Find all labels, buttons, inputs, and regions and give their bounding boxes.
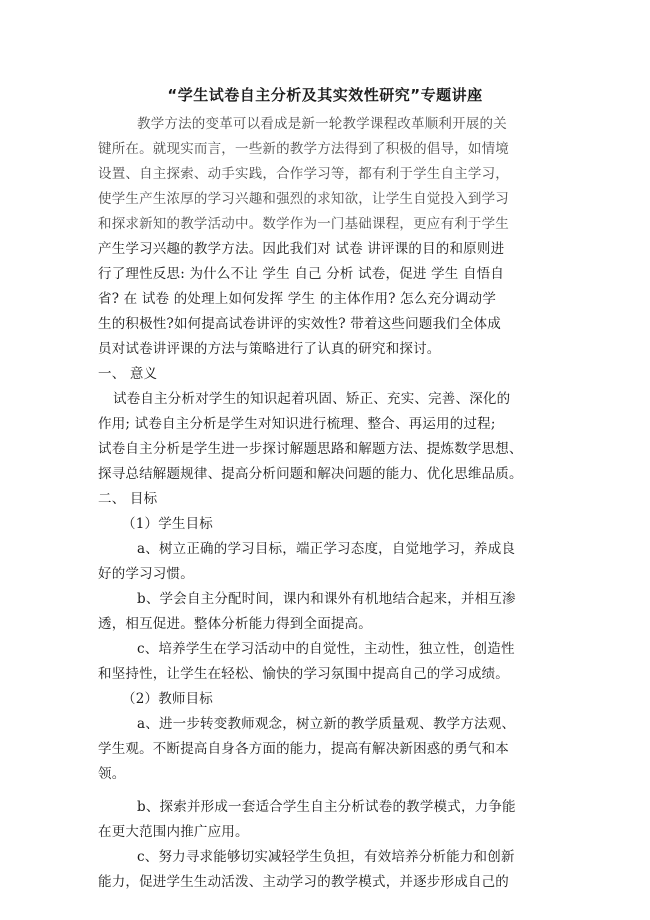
text-line: 设置、自主探索、动手实践，合作学习等，都有利于学生自主学习， [98,166,509,182]
text-line: 试卷自主分析对学生的知识起着巩固、矫正、充实、完善、深化的 [113,391,511,407]
text-line: b、探索并形成一套适合学生自主分析试卷的教学模式，力争能 [137,799,516,815]
text-line: 和坚持性，让学生在轻松、愉快的学习氛围中提高自己的学习成绩。 [98,666,509,682]
section-heading-goals: 二、 目标 [98,491,158,507]
text-line: 员对试卷讲评课的方法与策略进行了认真的研究和探讨。 [98,341,441,357]
text-line: 和探求新知的教学活动中。数学作为一门基础课程，更应有利于学生 [98,216,509,232]
text-line: a、进一步转变教师观念，树立新的教学质量观、教学方法观、 [137,716,516,732]
text-line: 生的积极性?如何提高试卷讲评的实效性? 带着这些问题我们全体成 [98,316,501,332]
text-line: 在更大范围内推广应用。 [98,824,249,840]
subsection-heading-teacher-goals: （2）教师目标 [122,691,213,707]
text-line: 产生学习兴趣的教学方法。因此我们对 试卷 讲评课的目的和原则进 [98,241,505,257]
subsection-heading-student-goals: （1）学生目标 [122,516,213,532]
text-line: 能力，促进学生生动活泼、主动学习的教学模式，并逐步形成自己的 [98,874,509,890]
text-line: 教学方法的变革可以看成是新一轮教学课程改革顺利开展的关 [137,116,507,132]
text-line: 探寻总结解题规律、提高分析问题和解决问题的能力、优化思维品质。 [98,466,523,482]
text-line: 省? 在 试卷 的处理上如何发挥 学生 的主体作用? 怎么充分调动学 [98,291,497,307]
text-line: c、努力寻求能够切实减轻学生负担，有效培养分析能力和创新 [137,849,515,865]
text-line: 键所在。就现实而言，一些新的教学方法得到了积极的倡导，如情境 [98,141,509,157]
text-line: 作用; 试卷自主分析是学生对知识进行梳理、整合、再运用的过程; [98,416,496,432]
text-line: c、培养学生在学习活动中的自觉性，主动性，独立性，创造性 [137,641,515,657]
text-line: 使学生产生浓厚的学习兴趣和强烈的求知欲，让学生自觉投入到学习 [98,191,509,207]
document-title: “学生试卷自主分析及其实效性研究”专题讲座 [167,86,483,104]
text-line: a、树立正确的学习目标，端正学习态度，自觉地学习，养成良 [137,541,516,557]
text-line: 透，相互促进。整体分析能力得到全面提高。 [98,616,372,632]
text-line: 好的学习习惯。 [98,566,194,582]
section-heading-meaning: 一、 意义 [98,366,158,382]
text-line: 学生观。不断提高自身各方面的能力，提高有解决新困惑的勇气和本 [98,741,509,757]
text-line: 领。 [98,766,126,782]
text-line: 行了理性反思: 为什么不让 学生 自己 分析 试卷，促进 学生 自悟自 [98,266,505,282]
text-line: 试卷自主分析是学生进一步探讨解题思路和解题方法、提炼数学思想、 [98,441,523,457]
text-line: b、学会自主分配时间，课内和课外有机地结合起来，并相互渗 [137,591,516,607]
